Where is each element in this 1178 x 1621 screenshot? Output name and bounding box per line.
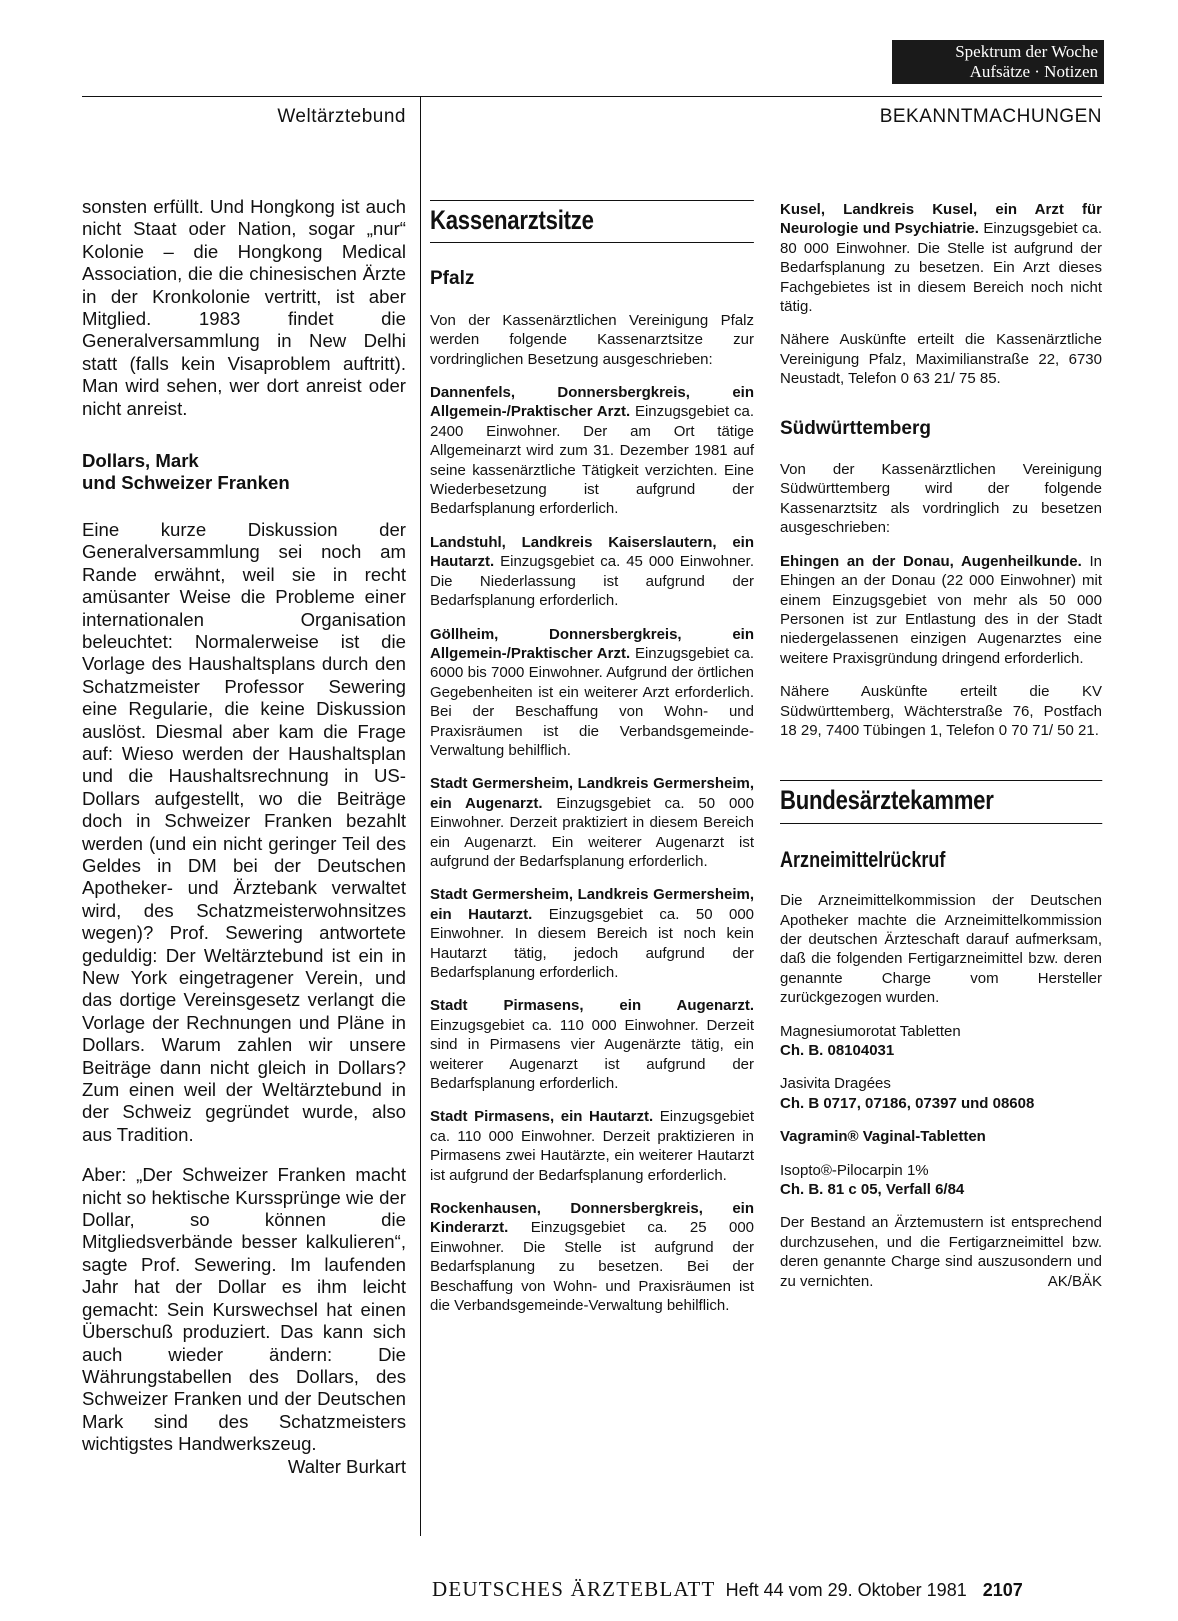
header-right: BEKANNTMACHUNGEN bbox=[879, 106, 1102, 127]
header-left: Weltärztebund bbox=[277, 106, 406, 127]
contact-info: Nähere Auskünfte erteilt die KV Südwürttemberg, Wächterstraße 76, Postfach 18 29, 7400 Tübingen 1, Telefon 0 70 71/ 50 21. bbox=[780, 683, 1102, 739]
listing-title: Kusel, Landkreis Kusel, ein Arzt für Neurologie und Psychiatrie. bbox=[780, 201, 1102, 238]
section-badge bbox=[892, 40, 1104, 84]
drug-name: Magnesiumorotat Tabletten bbox=[780, 1022, 961, 1040]
listing-title: Dannenfels, Donnersbergkreis, ein Allgemein-/Praktischer Arzt. bbox=[430, 384, 754, 421]
listing-title: Göllheim, Donnersbergkreis, ein Allgemein-/Praktischer Arzt. bbox=[430, 625, 754, 662]
listing-title: Ehingen an der Donau, Augenheilkunde. bbox=[780, 552, 1082, 570]
drug-charge: Ch. B. 08104031 bbox=[780, 1042, 895, 1059]
paragraph: Eine kurze Diskussion der Generalversammlung sei noch am Rande erwähnt, weil sie in recht amüsanter Weise die Probleme einer internationalen Organisation beleuchtet: Normalerweise ist die Vorlage des Haushaltsplans durch den Schatzmeister Professor Sewering eine Regularie, die keine Diskussion auslöst. Diesmal aber kam die Frage auf: Wieso werden der Haushaltsplan und die Haushaltsrechnung in US-Dollars aufgestellt, wo die Beiträge doch in Schweizer Franken bezahlt werden (und ein nicht geringer Teil des Geldes in DM bei der Deutschen Apotheker- und Ärztebank verwaltet wird, des Schatzmeisterwohnsitzes wegen)? Prof. Sewering antwortete geduldig: Der Weltärztebund ist ein in New York eingetragener Verein, und das dortige Vereinsgesetz verlangt die Vorlage der Rechnungen und Pläne in Dollars. Warum zahlen wir unsere Beiträge dann nicht gleich in Dollars? Zum einen weil der Weltärztebund in der Schweiz gegründet wurde, also aus Tradition. bbox=[82, 518, 406, 1145]
drug-entry bbox=[780, 1127, 1102, 1146]
article-column bbox=[82, 196, 406, 1478]
listing-text: Einzugsgebiet ca. 6000 bis 7000 Einwohner. Aufgrund der örtlichen Gegebenheiten ist ein weiterer Arzt erforderlich. Bei der Beschaffung von Wohn- und Praxisräumen ist die Verbandsgemeinde-Verwaltung behilflich. bbox=[430, 644, 754, 759]
section-title: Kassenarztsitze bbox=[430, 200, 754, 243]
intro-paragraph: Von der Kassenärztlichen Vereinigung Südwürttemberg wird der folgende Kassenarztsitz als vordringlich zu besetzen ausgeschrieben: bbox=[780, 461, 1102, 537]
drug-charge: Vagramin® Vaginal-Tabletten bbox=[780, 1128, 986, 1146]
badge-line-1: Spektrum der Woche bbox=[955, 42, 1098, 61]
announcements-column bbox=[780, 200, 1102, 1305]
listing-text: Einzugsgebiet ca. 50 000 Einwohner. In diesem Bereich ist noch kein Hautarzt tätig, jedoch aufgrund der Bedarfsplanung erforderlich. bbox=[430, 905, 755, 981]
paragraph bbox=[82, 1164, 406, 1477]
listing-title: Stadt Pirmasens, ein Hautarzt. bbox=[430, 1108, 654, 1126]
top-rule bbox=[82, 96, 1102, 97]
listing-title: Stadt Pirmasens, ein Augenarzt. bbox=[430, 997, 754, 1015]
listing-text: Einzugsgebiet ca. 50 000 Einwohner. Derzeit praktiziert in diesem Bereich ein Augenarzt. Ein weiterer Augenarzt ist aufgrund der Bedarfsplanung erforderlich. bbox=[430, 794, 755, 870]
listing-text: Einzugsgebiet ca. 110 000 Einwohner. Derzeit sind in Pirmasens vier Augenärzte tätig, ein weiterer Augenarzt ist aufgrund der Bedarfsplanung erforderlich. bbox=[430, 1016, 754, 1093]
listing-item bbox=[430, 1199, 754, 1315]
region-heading: Pfalz bbox=[430, 268, 475, 290]
subheading-line-2: und Schweizer Franken bbox=[82, 472, 290, 494]
section-title: Bundesärztekammer bbox=[780, 780, 1102, 823]
paragraph-text: Aber: „Der Schweizer Franken macht nicht so hektische Kurssprünge wie der Dollar, so können die Mitgliedsverbände besser kalkulieren“, sagte Prof. Sewering. Im laufenden Jahr hat der Dollar es ihm leicht gemacht: Sein Kurswechsel hat einen Überschuß produziert. Das kann sich auch wieder ändern: Die Währungstabellen des Dollars, des Schweizer Franken und der Deutschen Mark sind des Schatzmeisters wichtigstes Handwerkszeug. bbox=[82, 1164, 406, 1455]
subheading bbox=[82, 450, 406, 495]
drug-name: Isopto®-Pilocarpin 1% bbox=[780, 1161, 929, 1179]
recall-intro: Die Arzneimittelkommission der Deutschen Apotheker machte die Arzneimittelkommission der deutschen Ärzteschaft darauf aufmerksam, daß die folgenden Fertigarzneimittel bzw. deren genannte Charge vom Hersteller zurückgezogen wurden. bbox=[780, 892, 1102, 1007]
author: Walter Burkart bbox=[287, 1455, 406, 1477]
listing-item bbox=[430, 383, 754, 519]
page-footer bbox=[432, 1577, 1102, 1605]
listing-item bbox=[430, 625, 754, 761]
kassenarztsitze-column bbox=[430, 200, 754, 1330]
drug-entry bbox=[780, 1074, 1102, 1113]
badge-line-2: Aufsätze · Notizen bbox=[969, 62, 1098, 81]
listing-item bbox=[430, 885, 754, 982]
paragraph: sonsten erfüllt. Und Hongkong ist auch nicht Staat oder Nation, sogar „nur“ Kolonie – die Hongkong Medical Association, die die chinesischen Ärzte in der Kronkolonie vertritt, ist aber Mitglied. 1983 findet die Generalversammlung in New Delhi statt (falls kein Visaproblem auftritt). Man wird sehen, wer dort anreist oder nicht anreist. bbox=[82, 196, 406, 419]
listing-text: Einzugsgebiet ca. 25 000 Einwohner. Die Stelle ist aufgrund der Bedarfsplanung zu besetzen. Bei der Beschaffung von Wohn- und Praxisräumen ist die Verbandsgemeinde-Verwaltung behilflich. bbox=[430, 1219, 754, 1315]
listing-item bbox=[430, 533, 754, 611]
drug-charge: Ch. B. 81 c 05, Verfall 6/84 bbox=[780, 1181, 965, 1199]
issue-info: Heft 44 vom 29. Oktober 1981 bbox=[725, 1580, 967, 1600]
recall-heading: Arzneimittelrückruf bbox=[780, 846, 946, 872]
listing-title: Stadt Germersheim, Landkreis Germersheim, ein Augenarzt. bbox=[430, 775, 754, 812]
closing-paragraph bbox=[780, 1213, 1102, 1291]
listing-item bbox=[430, 774, 754, 871]
listing-text: Einzugsgebiet ca. 45 000 Einwohner. Die Niederlassung ist aufgrund der Bedarfsplanung erforderlich. bbox=[430, 553, 754, 610]
listing-item bbox=[430, 996, 754, 1093]
region-heading: Südwürttemberg bbox=[780, 417, 931, 439]
intro-paragraph: Von der Kassenärztlichen Vereinigung Pfalz werden folgende Kassenarztsitze zur vordringlichen Besetzung ausgeschrieben: bbox=[430, 311, 754, 368]
listing-title: Stadt Germersheim, Landkreis Germersheim, ein Hautarzt. bbox=[430, 886, 754, 923]
listing-text: In Ehingen an der Donau (22 000 Einwohner) mit einem Einzugsgebiet von mehr als 50 000 Personen ist zur Entlastung des in der Stadt niedergelassenen einzigen Augenarztes eine weitere Praxisgründung dringend erforderlich. bbox=[780, 552, 1102, 667]
page-number: 2107 bbox=[982, 1580, 1023, 1600]
closing-text: Der Bestand an Ärztemustern ist entsprechend durchzusehen, und die Fertigarzneimittel bzw. deren genannte Charge sind auszusondern und zu vernichten. bbox=[780, 1214, 1102, 1290]
drug-charge: Ch. B 0717, 07186, 07397 und 08608 bbox=[780, 1094, 1035, 1112]
drug-entry bbox=[780, 1161, 1102, 1200]
closing-signature: AK/BÄK bbox=[1047, 1272, 1102, 1290]
drug-entry bbox=[780, 1022, 1102, 1061]
listing-title: Rockenhausen, Donnersbergkreis, ein Kinderarzt. bbox=[430, 1200, 754, 1237]
drug-name: Jasivita Dragées bbox=[780, 1075, 891, 1093]
listing-item bbox=[430, 1107, 754, 1185]
listing-item bbox=[780, 552, 1102, 668]
column-divider bbox=[420, 96, 421, 1536]
contact-info: Nähere Auskünfte erteilt die Kassenärztliche Vereinigung Pfalz, Maximilianstraße 22, 6730 Neustadt, Telefon 0 63 21/ 75 85. bbox=[780, 331, 1102, 388]
listing-item bbox=[780, 200, 1102, 316]
listing-text: Einzugsgebiet ca. 2400 Einwohner. Der am Ort tätige Allgemeinarzt wird zum 31. Dezember 1981 auf seine kassenärztliche Tätigkeit verzichten. Eine Wiederbesetzung ist aufgrund der Bedarfsplanung erforderlich. bbox=[430, 403, 754, 518]
listing-title: Landstuhl, Landkreis Kaiserslautern, ein Hautarzt. bbox=[430, 533, 754, 571]
listing-text: Einzugsgebiet ca. 110 000 Einwohner. Derzeit praktizieren in Pirmasens zwei Hautärzte, ein weiterer Hautarzt ist aufgrund der Bedarfsplanung erforderlich. bbox=[430, 1108, 754, 1184]
listing-text: Einzugsgebiet ca. 80 000 Einwohner. Die Stelle ist aufgrund der Bedarfsplanung zu besetzen. Ein Arzt dieses Fachgebietes ist in diesem Bereich noch nicht tätig. bbox=[780, 220, 1102, 316]
journal-name: DEUTSCHES ÄRZTEBLATT bbox=[432, 1577, 716, 1601]
subheading-line-1: Dollars, Mark bbox=[82, 450, 199, 472]
